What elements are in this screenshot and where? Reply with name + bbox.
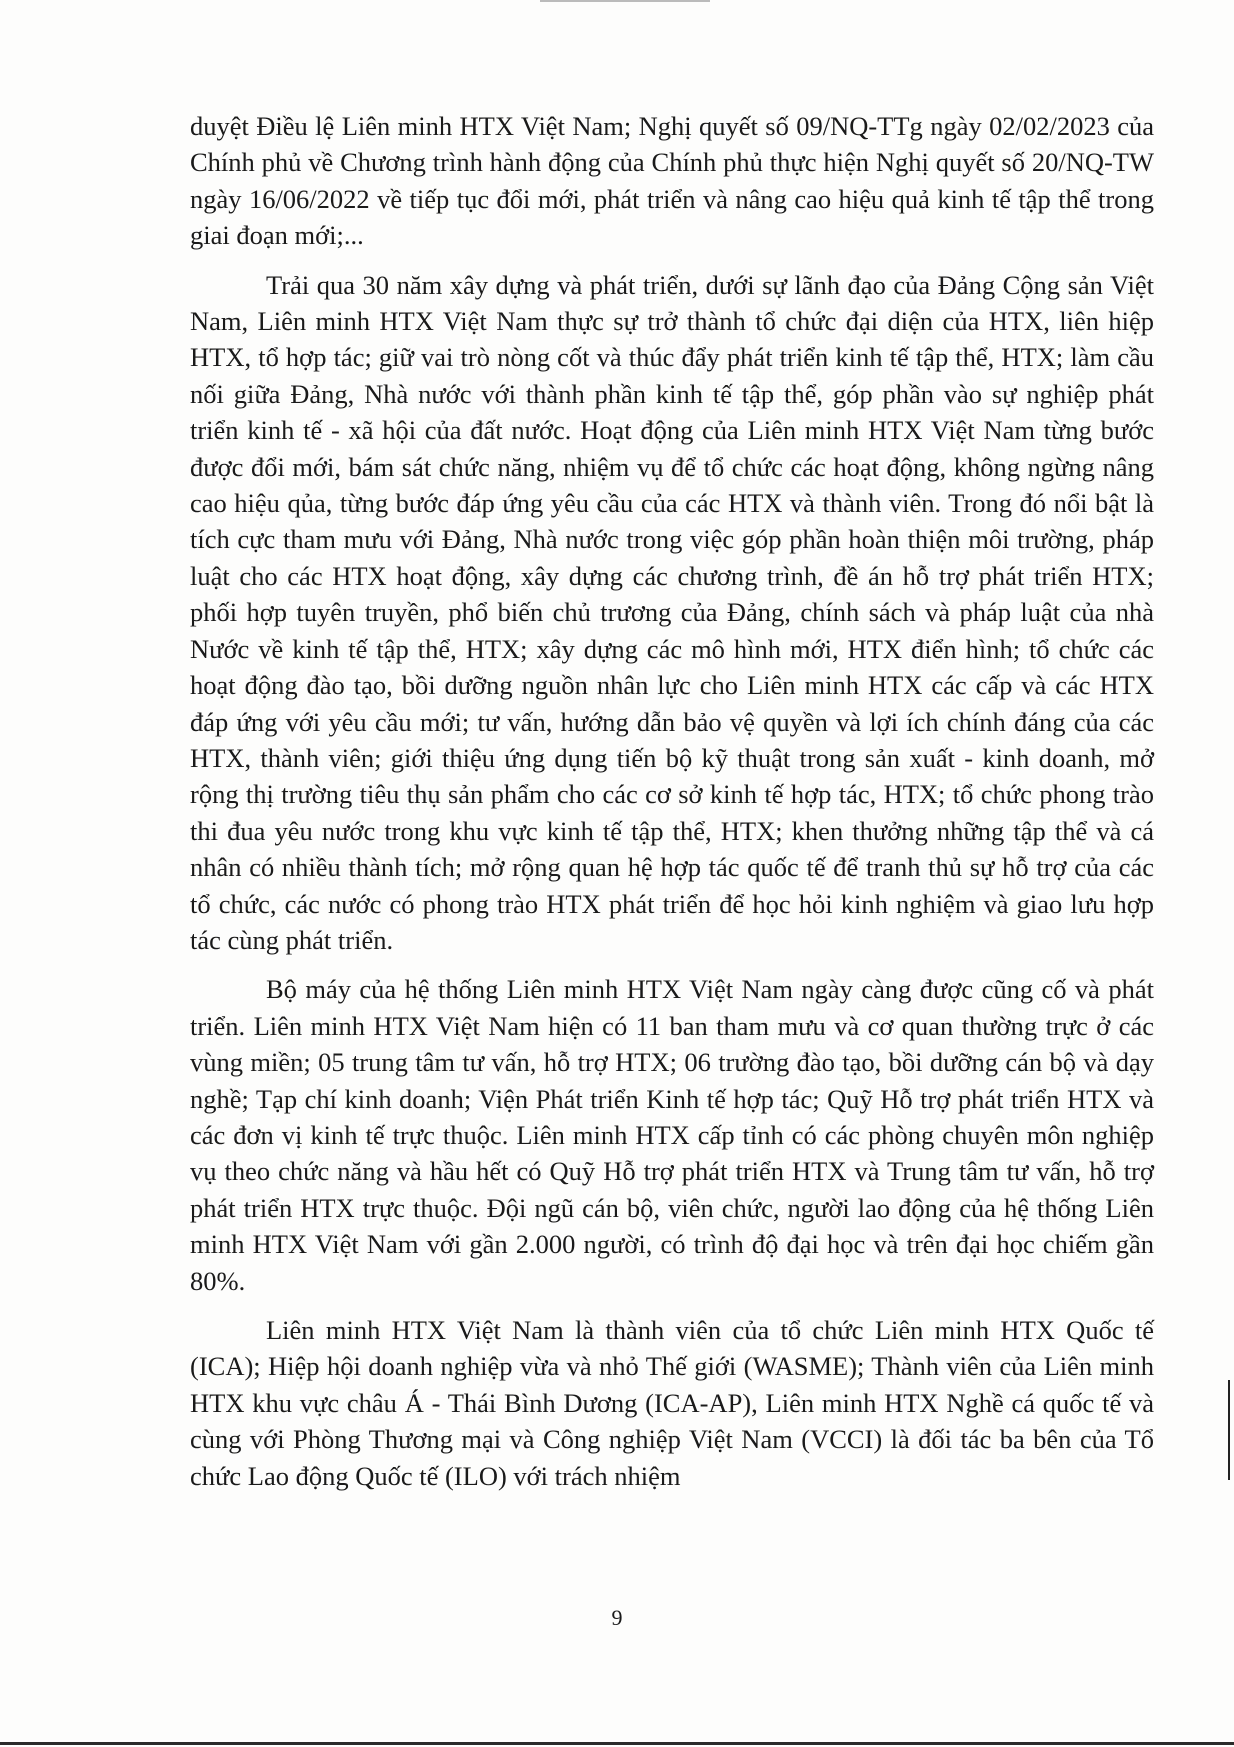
paragraph-4: Liên minh HTX Việt Nam là thành viên của tổ chức Liên minh HTX Quốc tế (ICA); Hiệp hội doanh nghiệp vừa và nhỏ Thế giới (WASME); Thành viên của Liên minh HTX khu vực châu Á - Thái Bình Dương (ICA-AP), Liên minh HTX Nghề cá quốc tế và cùng với Phòng Thương mại và Công nghiệp Việt Nam (VCCI) là đối tác ba bên của Tổ chức Lao động Quốc tế (ILO) với trách nhiệm — [190, 1315, 1154, 1491]
body-text — [190, 108, 1154, 1507]
paragraph-3: Bộ máy của hệ thống Liên minh HTX Việt Nam ngày càng được cũng cố và phát triển. Liên minh HTX Việt Nam hiện có 11 ban tham mưu và cơ quan thường trực ở các vùng miền; 05 trung tâm tư vấn, hỗ trợ HTX; 06 trường đào tạo, bồi dưỡng cán bộ và dạy nghề; Tạp chí kinh doanh; Viện Phát triển Kinh tế hợp tác; Quỹ Hỗ trợ phát triển HTX và các đơn vị kinh tế trực thuộc. Liên minh HTX cấp tỉnh có các phòng chuyên môn nghiệp vụ theo chức năng và hầu hết có Quỹ Hỗ trợ phát triển HTX và Trung tâm tư vấn, hỗ trợ phát triển HTX trực thuộc. Đội ngũ cán bộ, viên chức, người lao động của hệ thống Liên minh HTX Việt Nam với gần 2.000 người, có trình độ đại học và trên đại học chiếm gần 80%. — [190, 974, 1154, 1296]
scan-edge-top — [540, 0, 710, 2]
paragraph-1: duyệt Điều lệ Liên minh HTX Việt Nam; Nghị quyết số 09/NQ-TTg ngày 02/02/2023 của Chính phủ về Chương trình hành động của Chính phủ thực hiện Nghị quyết số 20/NQ-TW ngày 16/06/2022 về tiếp tục đổi mới, phát triển và nâng cao hiệu quả kinh tế tập thể trong giai đoạn mới;... — [190, 111, 1154, 251]
page-number: 9 — [611, 1605, 623, 1630]
paragraph-2: Trải qua 30 năm xây dựng và phát triển, dưới sự lãnh đạo của Đảng Cộng sản Việt Nam, Liên minh HTX Việt Nam thực sự trở thành tổ chức đại diện của HTX, liên hiệp HTX, tổ hợp tác; giữ vai trò nòng cốt và thúc đẩy phát triển kinh tế tập thể, HTX; làm cầu nối giữa Đảng, Nhà nước với thành phần kinh tế tập thể, góp phần vào sự nghiệp phát triển kinh tế - xã hội của đất nước. Hoạt động của Liên minh HTX Việt Nam từng bước được đổi mới, bám sát chức năng, nhiệm vụ để tổ chức các hoạt động, không ngừng nâng cao hiệu qủa, từng bước đáp ứng yêu cầu của các HTX và thành viên. Trong đó nổi bật là tích cực tham mưu với Đảng, Nhà nước trong việc góp phần hoàn thiện môi trường, pháp luật cho các HTX hoạt động, xây dựng các chương trình, đề án hỗ trợ phát triển HTX; phối hợp tuyên truyền, phổ biến chủ trương của Đảng, chính sách và pháp luật của nhà Nước về kinh tế tập thể, HTX; xây dựng các mô hình mới, HTX điển hình; tổ chức các hoạt động đào tạo, bồi dưỡng nguồn nhân lực cho Liên minh HTX các cấp và các HTX đáp ứng với yêu cầu mới; tư vấn, hướng dẫn bảo vệ quyền và lợi ích chính đáng của các HTX, thành viên; giới thiệu ứng dụng tiến bộ kỹ thuật trong sản xuất - kinh doanh, mở rộng thị trường tiêu thụ sản phẩm cho các cơ sở kinh tế hợp tác, HTX; tổ chức phong trào thi đua yêu nước trong khu vực kinh tế tập thể, HTX; khen thưởng những tập thể và cá nhân có nhiều thành tích; mở rộng quan hệ hợp tác quốc tế để tranh thủ sự hỗ trợ của các tổ chức, các nước có phong trào HTX phát triển để học hỏi kinh nghiệm và giao lưu hợp tác cùng phát triển. — [190, 269, 1154, 955]
scan-edge-right — [1228, 1380, 1230, 1480]
scan-edge-bottom — [0, 1742, 1234, 1745]
